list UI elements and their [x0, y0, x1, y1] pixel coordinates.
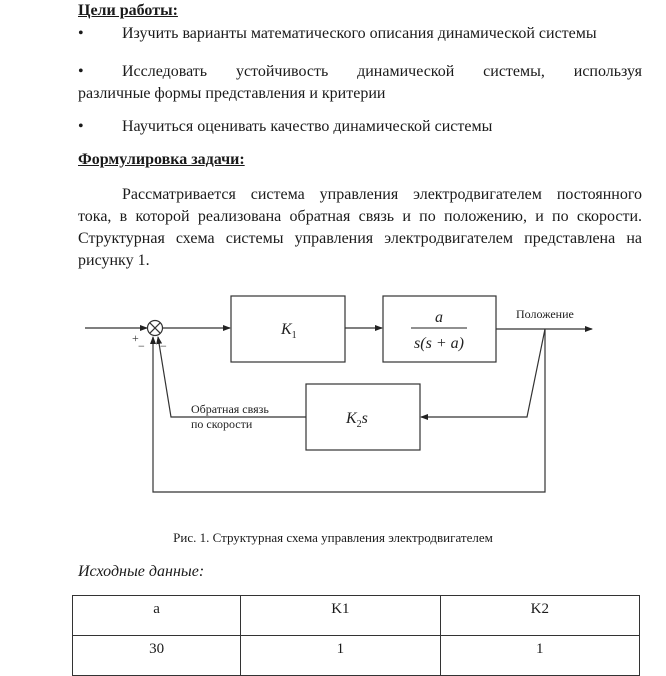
- bullet: •: [78, 63, 84, 80]
- goals-heading: Цели работы:: [78, 2, 178, 19]
- plant-numerator: a: [435, 309, 443, 326]
- bullet: •: [78, 118, 84, 135]
- task-line: рисунку 1.: [78, 252, 150, 269]
- table-header-cell: a: [73, 596, 241, 636]
- table-row: [73, 636, 640, 676]
- task-line: тока, в которой реализована обратная связь и по положению, и по скорости.: [78, 208, 642, 225]
- block-plant: [383, 296, 496, 362]
- task-heading: Формулировка задачи:: [78, 151, 245, 168]
- task-line: Структурная схема системы управления электродвигателем представлена на: [78, 230, 642, 247]
- minus-sign-left: −: [138, 339, 145, 353]
- figure-caption: Рис. 1. Структурная схема управления электродвигателем: [173, 530, 493, 545]
- goal-text-line2: различные формы представления и критерии: [78, 85, 386, 102]
- initial-data-heading: Исходные данные:: [78, 563, 205, 580]
- block-k2s-label: $K_2s$: [346, 410, 368, 430]
- minus-sign-right: −: [160, 339, 167, 353]
- output-label: Положение: [516, 307, 574, 321]
- table-header-cell: K1: [241, 596, 440, 636]
- table-cell: 1: [241, 636, 440, 676]
- feedback-label-line1: Обратная связь: [191, 402, 269, 416]
- block-k1-label: $K_1$: [281, 321, 297, 341]
- goal-text: Научиться оценивать качество динамической системы: [122, 118, 493, 135]
- feedback-label-line2: по скорости: [191, 417, 253, 431]
- goal-text-line1: Исследовать устойчивость динамической системы, используя: [122, 63, 642, 80]
- plus-sign: +: [132, 331, 139, 345]
- goal-text: Изучить варианты математического описания динамической системы: [122, 25, 597, 42]
- table-header-row: [73, 596, 640, 636]
- plant-denominator: s(s + a): [414, 335, 464, 352]
- task-line: Рассматривается система управления электродвигателем постоянного: [122, 186, 642, 203]
- summing-junction: [148, 321, 163, 336]
- initial-data-table: [72, 595, 640, 676]
- table-cell: 30: [73, 636, 241, 676]
- bullet: •: [78, 25, 84, 42]
- table-cell: 1: [440, 636, 639, 676]
- table-header-cell: K2: [440, 596, 639, 636]
